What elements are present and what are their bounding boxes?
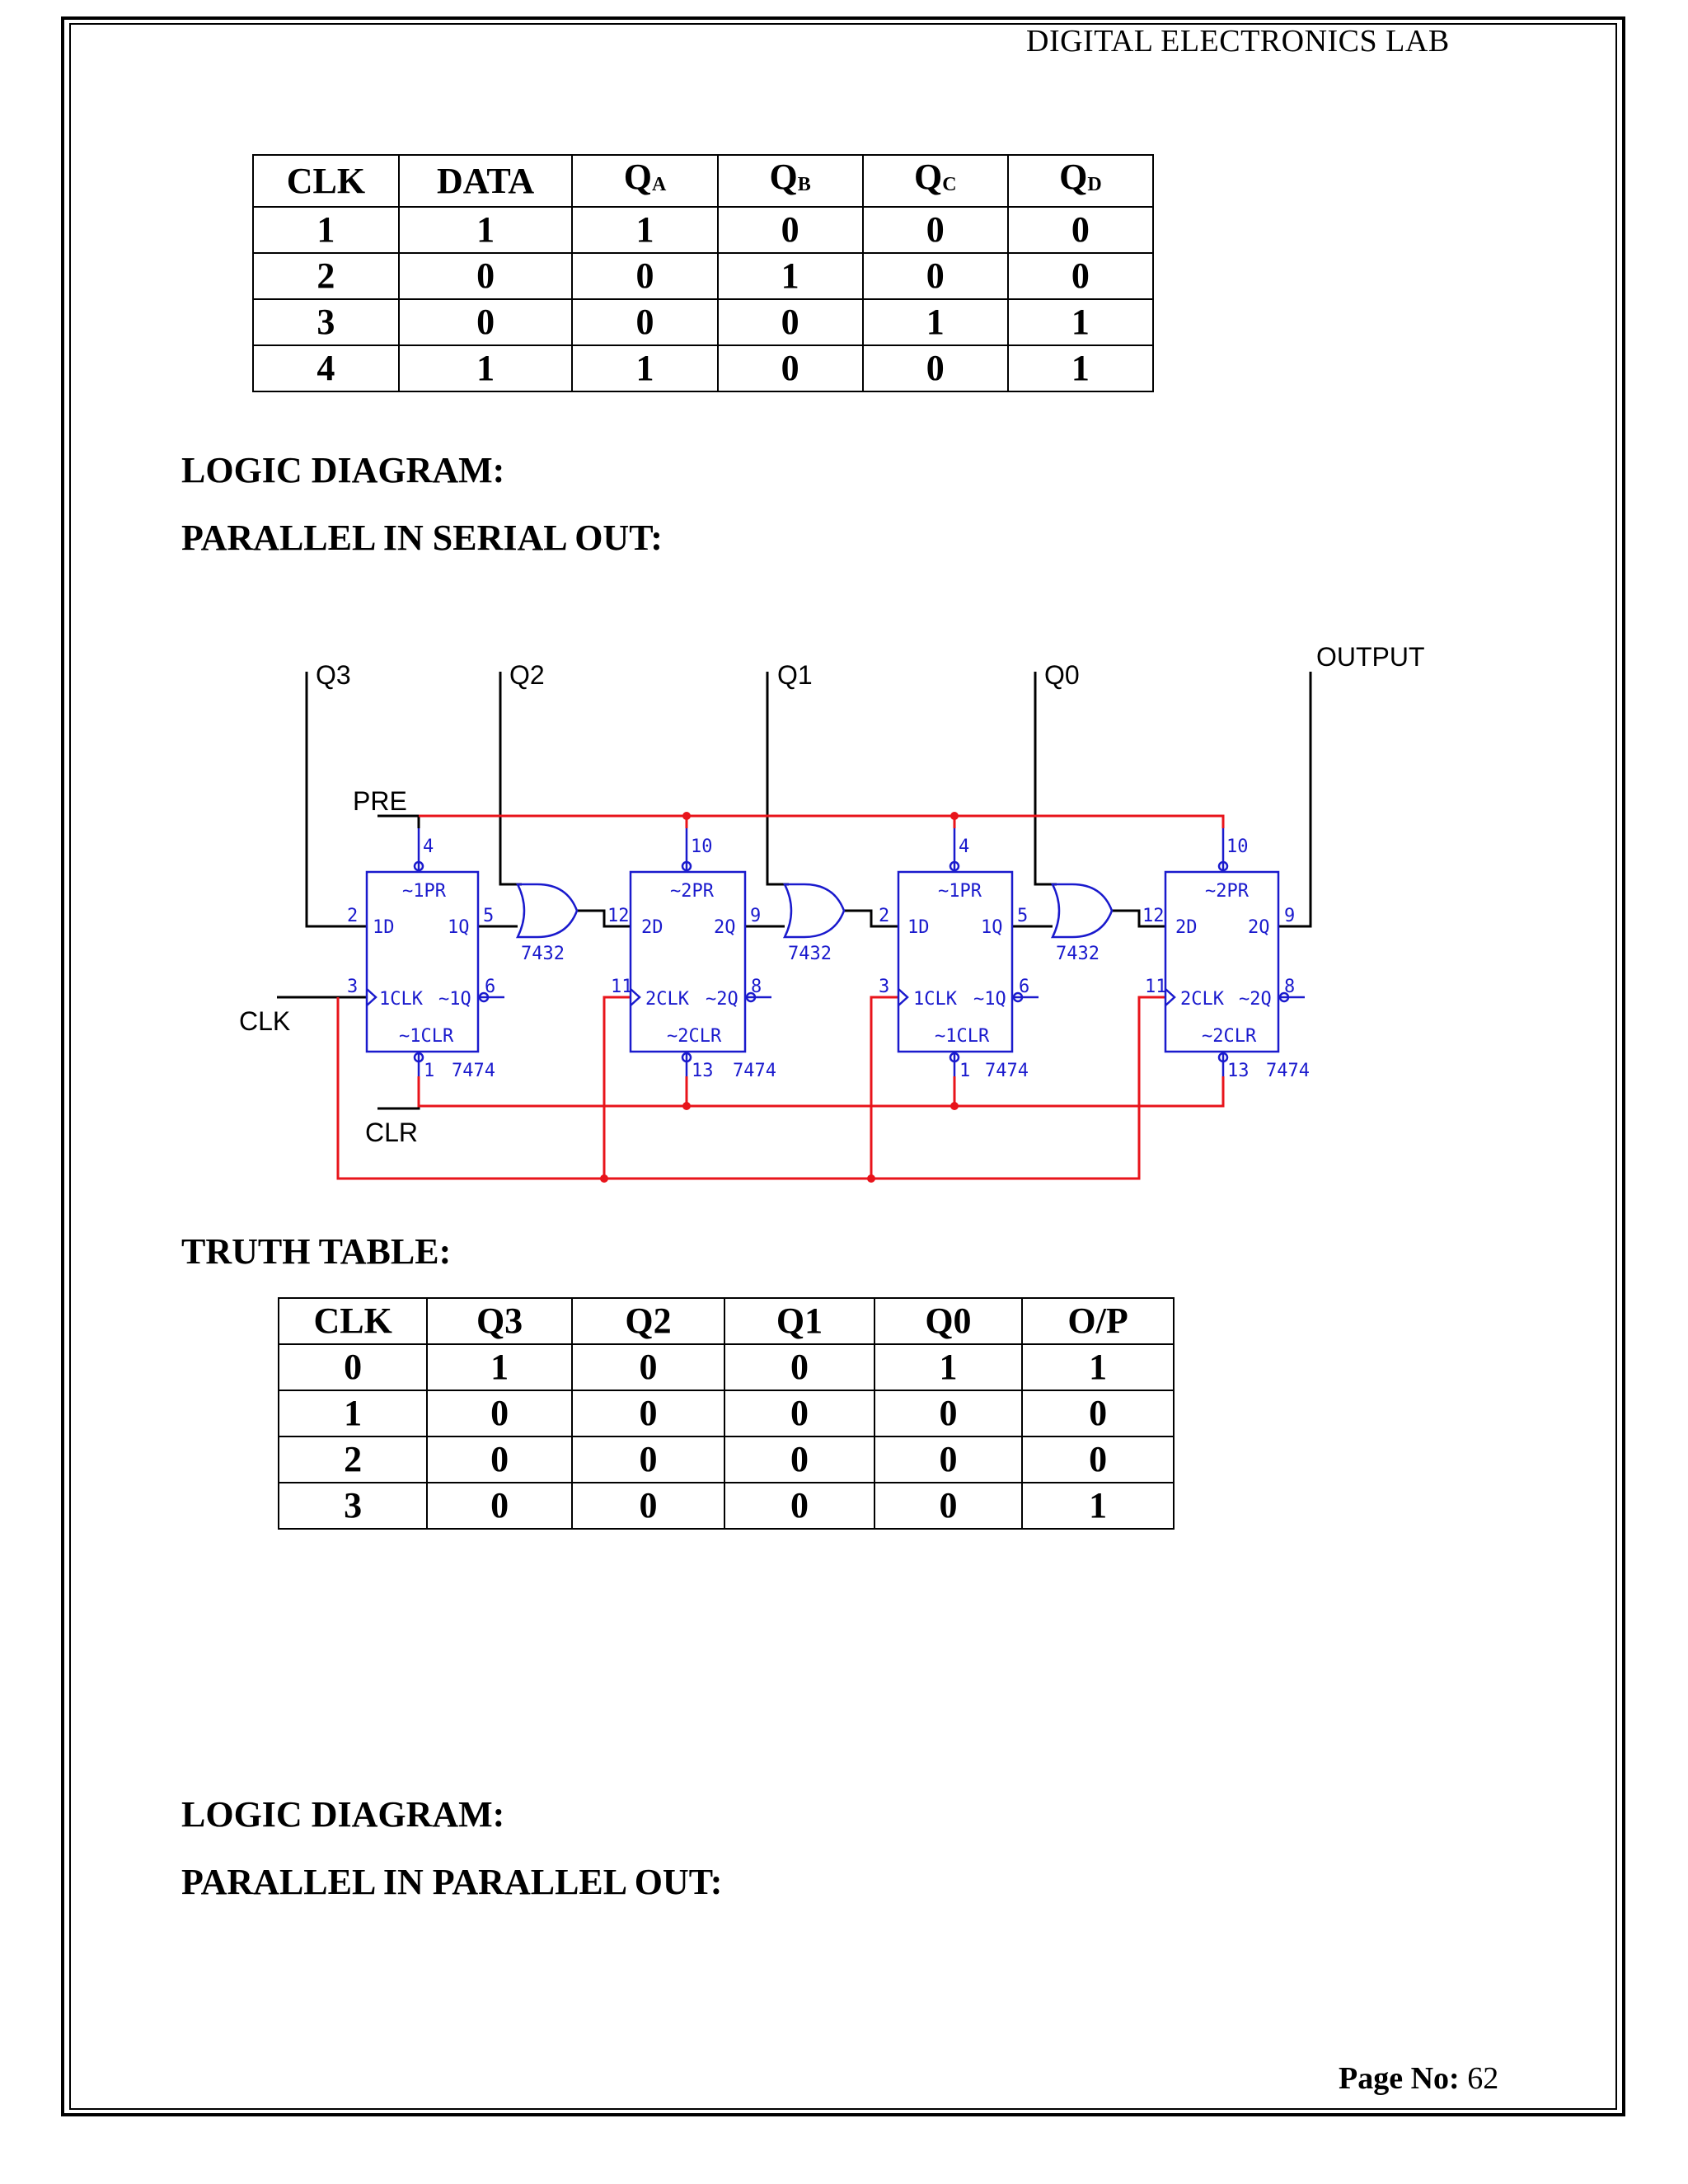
junction-dot [682, 812, 691, 820]
table-cell: 1 [863, 299, 1008, 345]
pin-number: 11 [1145, 977, 1167, 997]
table-header-cell: $Q_A$ [572, 155, 717, 207]
pin-number: 4 [423, 837, 434, 857]
table-cell: 0 [427, 1483, 572, 1529]
pin-number: 3 [347, 977, 359, 997]
truth-table [278, 1297, 1175, 1530]
ff-pin-label: 1CLK [913, 989, 957, 1010]
table-cell: 1 [399, 207, 573, 253]
pin-number: 3 [879, 977, 890, 997]
pin-number: 10 [691, 837, 713, 857]
table-header-cell: CLK [279, 1298, 427, 1344]
ff-pin-label: 1Q [981, 917, 1003, 938]
pin-number: 8 [1284, 977, 1296, 997]
clock-triangle [367, 989, 376, 1005]
table-cell: 1 [1022, 1344, 1174, 1390]
pin-number: 13 [1227, 1061, 1250, 1081]
table-cell: 1 [1022, 1483, 1174, 1529]
table-row [279, 1483, 1174, 1529]
ff-pin-label: 2CLK [1180, 989, 1224, 1010]
ic-part-number: 7474 [733, 1061, 776, 1081]
table-cell: 1 [399, 345, 573, 391]
table-cell: 0 [874, 1390, 1023, 1436]
ic-part-number: 7432 [788, 944, 832, 964]
table-cell: 0 [1008, 253, 1153, 299]
table-cell: 4 [253, 345, 399, 391]
pin-number: 12 [1142, 906, 1165, 926]
table-cell: 0 [399, 253, 573, 299]
ff-pin-label: 2CLK [645, 989, 689, 1010]
ic-part-number: 7474 [985, 1061, 1029, 1081]
table-header-cell: Q2 [572, 1298, 724, 1344]
pin-number: 1 [959, 1061, 971, 1081]
page-number [1339, 2060, 1498, 2097]
label-q1: Q1 [777, 660, 813, 690]
table-header-row [279, 1298, 1174, 1344]
pin-number: 2 [347, 906, 359, 926]
table-cell: 0 [718, 345, 863, 391]
table-cell: 0 [1022, 1436, 1174, 1483]
ic-part-number: 7474 [1266, 1061, 1310, 1081]
pin-number: 6 [1019, 977, 1030, 997]
wire-pre-stub [377, 816, 419, 828]
label-pre: PRE [353, 786, 407, 816]
ic-part-number: 7432 [521, 944, 565, 964]
pin-number: 2 [879, 906, 890, 926]
pin-number: 1 [424, 1061, 435, 1081]
table-cell: 0 [399, 299, 573, 345]
pin-number: 5 [1017, 906, 1029, 926]
ff-pin-label: 1D [373, 917, 395, 938]
ff-pin-label: 2D [641, 917, 663, 938]
table-cell: 1 [253, 207, 399, 253]
table-cell: 0 [863, 253, 1008, 299]
table-cell: 0 [427, 1436, 572, 1483]
table-cell: 1 [572, 207, 717, 253]
label-output: OUTPUT [1316, 642, 1425, 672]
ff-pin-label: ~2CLR [1202, 1026, 1257, 1047]
table-header-cell: $Q_B$ [718, 155, 863, 207]
wire-clk-ff3 [871, 997, 898, 1179]
ff-pin-label: 2Q [714, 917, 736, 938]
wire-clk-bus [338, 997, 1165, 1179]
ff-pin-label: ~2CLR [667, 1026, 722, 1047]
table-cell: 1 [279, 1390, 427, 1436]
ff-pin-label: ~2PR [1205, 881, 1249, 902]
ff-pin-label: ~2Q [1239, 989, 1272, 1010]
table-cell: 1 [1008, 345, 1153, 391]
label-clr: CLR [365, 1118, 419, 1147]
table-cell: 0 [572, 1436, 724, 1483]
ff-pin-label: 2D [1175, 917, 1198, 938]
label-q0: Q0 [1044, 660, 1080, 690]
table-cell: 0 [572, 1483, 724, 1529]
table-cell: 0 [724, 1436, 874, 1483]
pin-number: 13 [692, 1061, 714, 1081]
table-cell: 2 [279, 1436, 427, 1483]
table-cell: 0 [427, 1390, 572, 1436]
table-cell: 0 [724, 1344, 874, 1390]
wire-pre-bus [419, 816, 1223, 828]
table-row [279, 1436, 1174, 1483]
table-cell: 0 [718, 207, 863, 253]
pin-number: 8 [751, 977, 762, 997]
junction-dot [950, 1102, 959, 1110]
ff-pin-label: ~1Q [973, 989, 1006, 1010]
ff-pin-label: ~1CLR [935, 1026, 990, 1047]
ff-pin-label: 1CLK [379, 989, 423, 1010]
table-cell: 2 [253, 253, 399, 299]
table-cell: 0 [874, 1483, 1023, 1529]
heading-truth-table: TRUTH TABLE: [181, 1231, 452, 1272]
wire-q2 [500, 672, 522, 884]
table-header-cell: CLK [253, 155, 399, 207]
junction-dot [600, 1174, 608, 1183]
label-clk: CLK [239, 1006, 291, 1036]
ff-pin-label: ~1PR [938, 881, 982, 902]
ic-symbols [367, 828, 1305, 1076]
table-cell: 3 [253, 299, 399, 345]
table-cell: 0 [874, 1436, 1023, 1483]
table-header-cell: Q1 [724, 1298, 874, 1344]
pin-number: 5 [483, 906, 495, 926]
heading-piso: PARALLEL IN SERIAL OUT: [181, 518, 663, 558]
ff-pin-label: 1Q [448, 917, 470, 938]
clock-triangle [1165, 989, 1175, 1005]
pin-number: 6 [485, 977, 496, 997]
page-header: DIGITAL ELECTRONICS LAB [1026, 24, 1450, 59]
table-cell: 0 [572, 1390, 724, 1436]
or-gate-1 [518, 884, 577, 937]
table-header-cell: O/P [1022, 1298, 1174, 1344]
pin-number: 11 [611, 977, 633, 997]
table-cell: 0 [572, 1344, 724, 1390]
ic-part-number: 7432 [1056, 944, 1100, 964]
wire-clr-stub [377, 1076, 419, 1108]
table-cell: 1 [718, 253, 863, 299]
heading-logic-diagram-2: LOGIC DIAGRAM: [181, 1794, 505, 1835]
pin-number: 10 [1226, 837, 1249, 857]
ff-pin-label: ~1Q [438, 989, 471, 1010]
wire-clr-bus [419, 1076, 1223, 1106]
wire-output [1278, 672, 1311, 926]
page-number-value: 62 [1467, 2061, 1499, 2096]
pin-number: 12 [607, 906, 630, 926]
table-cell: 0 [279, 1344, 427, 1390]
table-row [279, 1344, 1174, 1390]
table-header-cell: Q0 [874, 1298, 1023, 1344]
ff-pin-label: ~2Q [706, 989, 738, 1010]
table-cell: 1 [572, 345, 717, 391]
clock-triangle [898, 989, 907, 1005]
junction-dot [682, 1102, 691, 1110]
wire-q0 [1035, 672, 1057, 884]
table-cell: 0 [724, 1390, 874, 1436]
table-cell: 1 [1008, 299, 1153, 345]
table-cell: 0 [1022, 1390, 1174, 1436]
table-row [279, 1390, 1174, 1436]
or-gate-3 [1053, 884, 1112, 937]
table-header-cell: $Q_D$ [1008, 155, 1153, 207]
wire-gate2-out [844, 911, 898, 926]
label-q2: Q2 [509, 660, 545, 690]
table-header-cell: Q3 [427, 1298, 572, 1344]
table-cell: 0 [863, 207, 1008, 253]
ff-pin-label: ~2PR [670, 881, 714, 902]
table-cell: 3 [279, 1483, 427, 1529]
table-cell: 1 [427, 1344, 572, 1390]
table-cell: 1 [874, 1344, 1023, 1390]
pin-number: 4 [959, 837, 970, 857]
heading-logic-diagram: LOGIC DIAGRAM: [181, 450, 505, 490]
junction-dot [867, 1174, 875, 1183]
ff-pin-label: ~1CLR [399, 1026, 454, 1047]
table-cell: 0 [1008, 207, 1153, 253]
ff-pin-label: 1D [907, 917, 930, 938]
pin-number: 9 [750, 906, 762, 926]
table-cell: 0 [572, 299, 717, 345]
table-header-cell: DATA [399, 155, 573, 207]
heading-pipo: PARALLEL IN PARALLEL OUT: [181, 1862, 723, 1902]
label-q3: Q3 [316, 660, 351, 690]
wire-clk-ff2 [604, 997, 631, 1179]
table-header-cell: $Q_C$ [863, 155, 1008, 207]
table-cell: 0 [718, 299, 863, 345]
ff-pin-label: ~1PR [402, 881, 446, 902]
table-cell: 0 [572, 253, 717, 299]
table-cell: 0 [724, 1483, 874, 1529]
or-gate-2 [785, 884, 844, 937]
junction-dot [950, 812, 959, 820]
table-cell: 0 [863, 345, 1008, 391]
ic-part-number: 7474 [452, 1061, 495, 1081]
page-number-label: Page No: [1339, 2061, 1460, 2096]
pin-number: 9 [1284, 906, 1296, 926]
wire-q1 [767, 672, 789, 884]
ff-pin-label: 2Q [1248, 917, 1270, 938]
